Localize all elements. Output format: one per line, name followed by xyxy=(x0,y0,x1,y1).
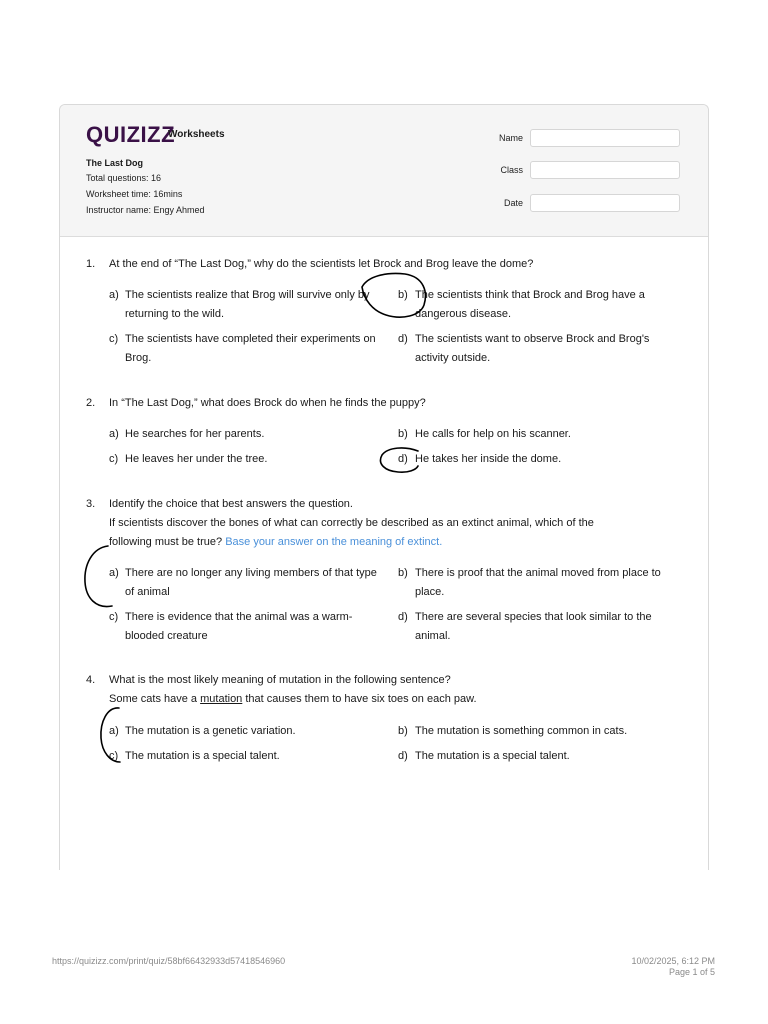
example-sentence xyxy=(109,692,477,706)
option-text: There is evidence that the animal was a warm- xyxy=(125,611,353,623)
option-text: He leaves her under the tree. xyxy=(125,453,268,465)
option-text: He takes her inside the dome. xyxy=(415,453,562,465)
sentence-after: that causes them to have six toes on each paw. xyxy=(242,693,477,705)
question-number: 3. xyxy=(86,498,96,510)
option-letter: c) xyxy=(109,453,119,465)
option-text: returning to the wild. xyxy=(125,308,225,320)
name-label: Name xyxy=(498,133,523,143)
option-text: blooded creature xyxy=(125,630,208,642)
option-letter: d) xyxy=(398,453,408,465)
option-letter: c) xyxy=(109,333,119,345)
question-text: In “The Last Dog,” what does Brock do when he finds the puppy? xyxy=(109,397,426,409)
option-text: activity outside. xyxy=(415,352,491,364)
question-number: 1. xyxy=(86,258,96,270)
class-label: Class xyxy=(500,165,523,175)
question-number: 4. xyxy=(86,674,96,686)
option-text: Brog. xyxy=(125,352,152,364)
option-letter: c) xyxy=(109,611,119,623)
question-text: following must be true? xyxy=(109,536,223,548)
quizizz-logo: QUIZIZZ xyxy=(86,122,176,147)
option-text: The mutation is something common in cats. xyxy=(415,725,628,737)
sentence-before: Some cats have a xyxy=(109,693,201,705)
option-letter: b) xyxy=(398,428,408,440)
option-text: The mutation is a genetic variation. xyxy=(125,725,296,737)
option-letter: c) xyxy=(109,750,119,762)
option-text: animal. xyxy=(415,630,451,642)
question-text: Identify the choice that best answers the question. xyxy=(109,498,353,510)
option-letter: a) xyxy=(109,428,119,440)
option-letter: a) xyxy=(109,725,119,737)
option-text: The mutation is a special talent. xyxy=(125,750,280,762)
option-letter: a) xyxy=(109,289,119,301)
question-number: 2. xyxy=(86,397,96,409)
option-text: place. xyxy=(415,586,445,598)
worksheet-time: Worksheet time: 16mins xyxy=(86,189,183,199)
sentence-underlined-word: mutation xyxy=(200,693,243,705)
option-text: There are no longer any living members of that type xyxy=(125,567,377,579)
option-text: He calls for help on his scanner. xyxy=(415,428,571,440)
question-text-line xyxy=(109,535,442,549)
option-letter: d) xyxy=(398,750,408,762)
worksheet-title: The Last Dog xyxy=(86,158,144,168)
option-text: He searches for her parents. xyxy=(125,428,265,440)
logo-subtitle: Worksheets xyxy=(168,129,225,140)
option-text: The scientists want to observe Brock and Brog's xyxy=(415,333,650,345)
footer-url: https://quizizz.com/print/quiz/58bf66432933d57418546960 xyxy=(52,956,286,966)
footer-page-number: Page 1 of 5 xyxy=(668,967,715,977)
option-text: The scientists have completed their experiments on xyxy=(125,333,376,345)
total-questions: Total questions: 16 xyxy=(86,173,162,183)
option-letter: b) xyxy=(398,289,408,301)
option-letter: b) xyxy=(398,567,408,579)
question-hint: Base your answer on the meaning of extinct. xyxy=(225,536,443,548)
question-text: At the end of “The Last Dog,” why do the scientists let Brock and Brog leave the dome? xyxy=(109,258,534,270)
option-text: The scientists think that Brock and Brog have a xyxy=(415,289,645,301)
option-text: There are several species that look similar to the xyxy=(415,611,652,623)
question-text: What is the most likely meaning of mutation in the following sentence? xyxy=(109,674,451,686)
option-text: The mutation is a special talent. xyxy=(415,750,570,762)
option-text: The scientists realize that Brog will survive only by xyxy=(125,289,370,301)
option-text: dangerous disease. xyxy=(415,308,512,320)
footer-datetime: 10/02/2025, 6:12 PM xyxy=(631,956,715,966)
option-text: of animal xyxy=(125,586,170,598)
option-letter: b) xyxy=(398,725,408,737)
date-label: Date xyxy=(503,198,523,208)
question-text: If scientists discover the bones of what can correctly be described as an extinct animal, which of the xyxy=(109,517,594,529)
option-letter: a) xyxy=(109,567,119,579)
option-letter: d) xyxy=(398,611,408,623)
option-text: There is proof that the animal moved from place to xyxy=(415,567,661,579)
instructor-name: Instructor name: Engy Ahmed xyxy=(86,205,205,215)
option-letter: d) xyxy=(398,333,408,345)
